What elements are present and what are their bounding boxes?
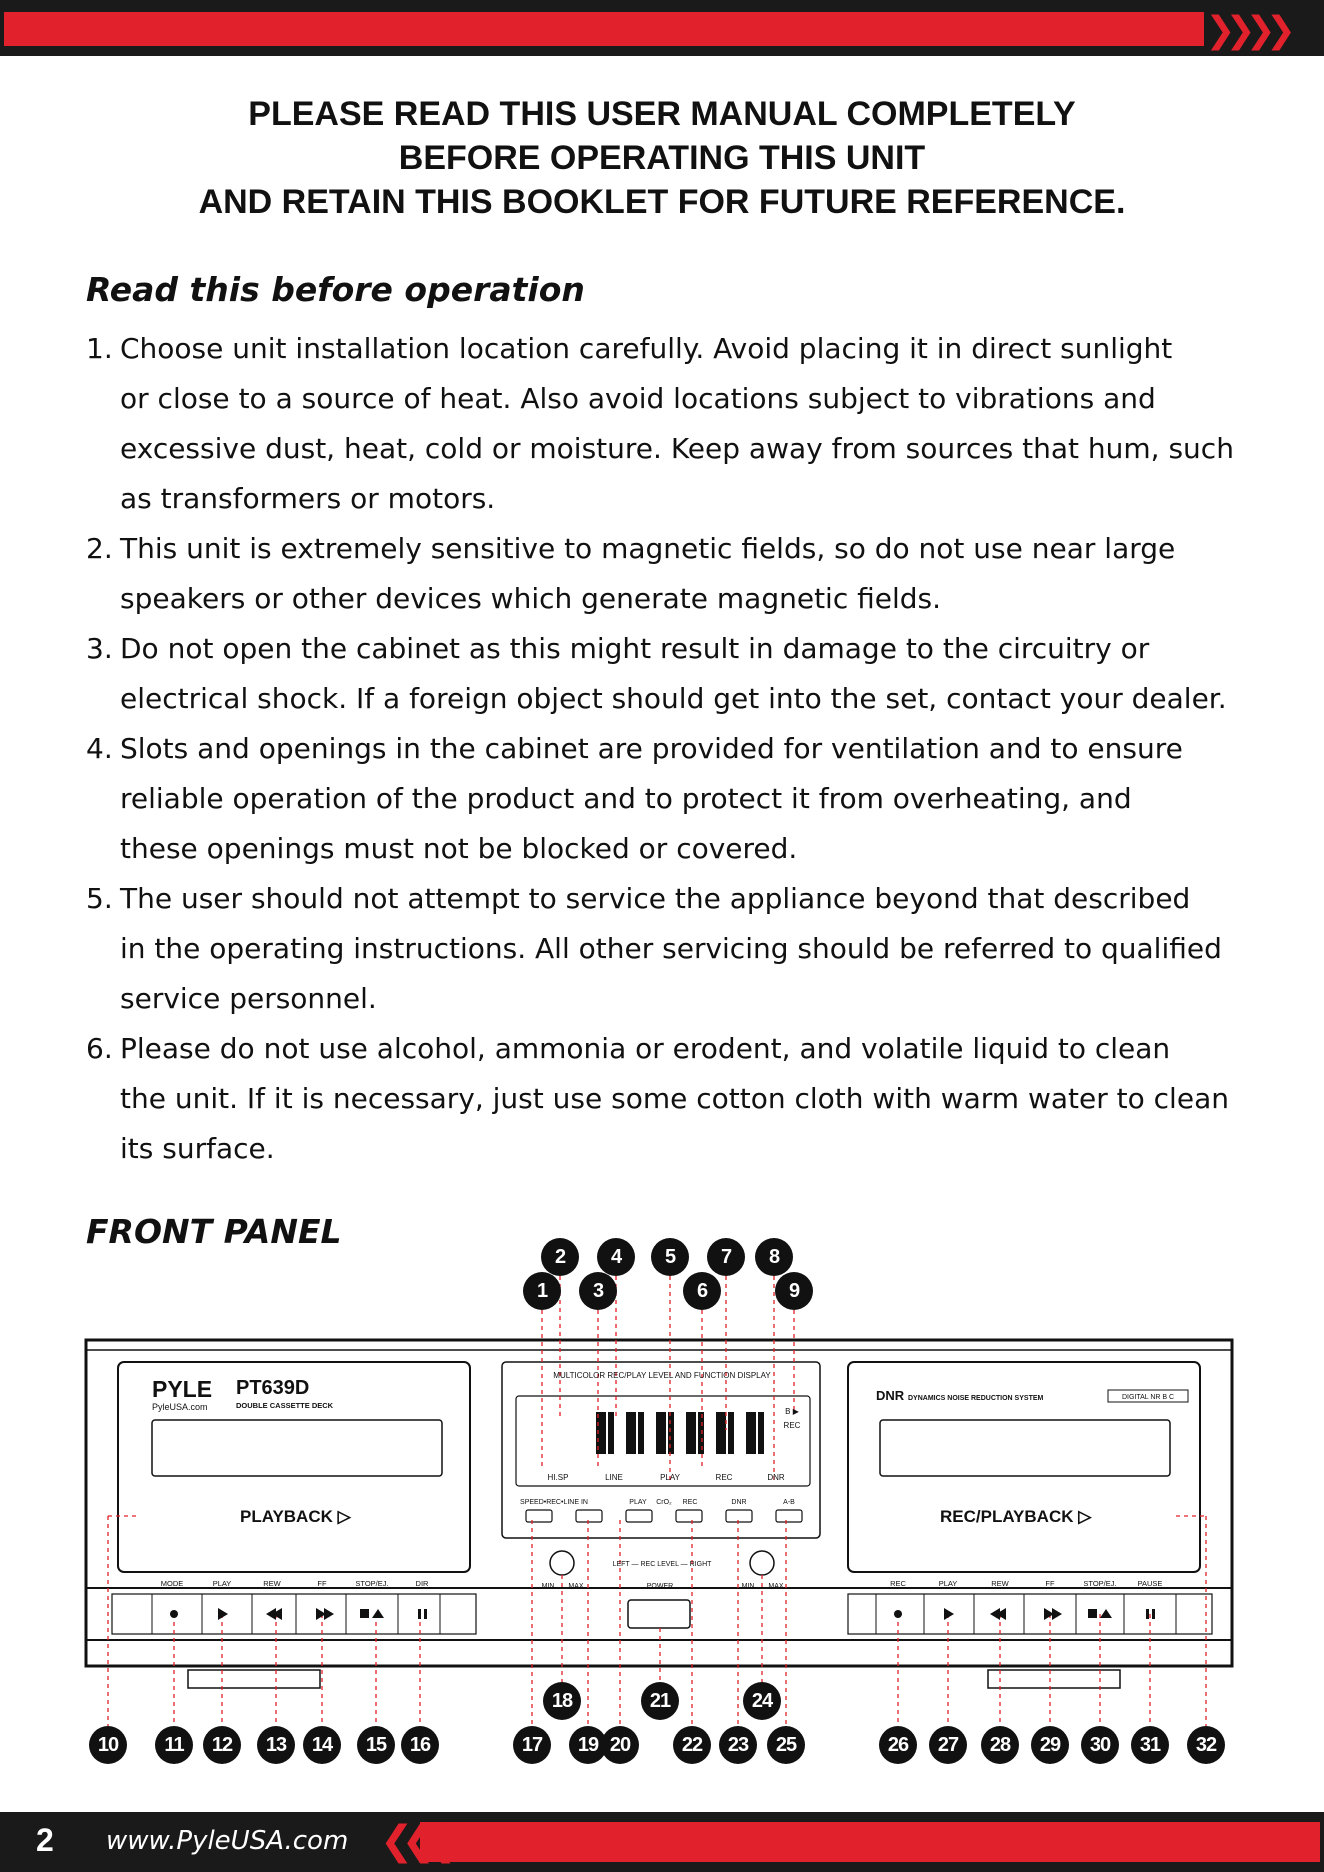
rec-mode-label: REC (682, 1499, 698, 1506)
right-level-knob[interactable] (750, 1551, 774, 1575)
left-level-knob[interactable] (550, 1551, 574, 1575)
callout-9: 9 (775, 1272, 813, 1310)
stop-ej-label: STOP/EJ. (1083, 1579, 1117, 1588)
callout-22: 22 (673, 1726, 711, 1764)
dnr-button[interactable] (726, 1510, 752, 1522)
display-label-dnr: DNR (767, 1473, 785, 1482)
play-label: PLAY (938, 1579, 958, 1588)
callout-32: 32 (1187, 1726, 1225, 1764)
power-label: POWER (646, 1583, 674, 1590)
callout-2: 2 (541, 1238, 579, 1276)
callout-12: 12 (203, 1726, 241, 1764)
item-line: as transformers or motors. (120, 482, 496, 515)
ff-label: FF (1045, 1579, 1055, 1588)
callout-6: 6 (683, 1272, 721, 1310)
callout-17: 17 (513, 1726, 551, 1764)
front-panel-title: FRONT PANEL (86, 1212, 342, 1251)
dnr-title: DNR (876, 1388, 905, 1403)
play-mode-label: PLAY (629, 1499, 647, 1506)
chevron-arrows-icon: ❮❮❮ (380, 1818, 445, 1864)
callout-31: 31 (1131, 1726, 1169, 1764)
brand-site: PyleUSA.com (152, 1402, 208, 1412)
display-label-line: LINE (605, 1473, 623, 1482)
speed-button[interactable] (526, 1510, 552, 1522)
power-button[interactable] (628, 1600, 690, 1628)
stop-eject-icon[interactable] (1088, 1609, 1097, 1618)
item-line: Do not open the cabinet as this might result in damage to the circuitry or (120, 632, 1150, 665)
callout-4: 4 (597, 1238, 635, 1276)
speed-rec-line-label: SPEED•REC•LINE IN (520, 1499, 588, 1506)
callout-18: 18 (543, 1682, 581, 1720)
item-line: these openings must not be blocked or covered. (120, 832, 798, 865)
callout-1: 1 (523, 1272, 561, 1310)
pause-icon[interactable] (418, 1609, 421, 1619)
rec-mode-button[interactable] (676, 1510, 702, 1522)
brand-logo: PYLE (152, 1376, 213, 1402)
callout-23: 23 (719, 1726, 757, 1764)
left-cassette-window (152, 1420, 442, 1476)
stop-eject-icon[interactable] (360, 1609, 369, 1618)
callout-5: 5 (651, 1238, 689, 1276)
display-title: MULTICOLOR REC/PLAY LEVEL AND FUNCTION DISPLAY (553, 1371, 771, 1380)
callout-24: 24 (743, 1682, 781, 1720)
warning-line: AND RETAIN THIS BOOKLET FOR FUTURE REFERENCE. (198, 183, 1126, 221)
record-icon[interactable] (170, 1610, 178, 1618)
item-line: Please do not use alcohol, ammonia or erodent, and volatile liquid to clean (120, 1032, 1171, 1065)
record-icon[interactable] (894, 1610, 902, 1618)
item-line: in the operating instructions. All other servicing should be referred to qualified (120, 932, 1222, 965)
stop-ej-label: STOP/EJ. (355, 1579, 389, 1588)
callout-26: 26 (879, 1726, 917, 1764)
dnr-badge: DIGITAL NR B C (1121, 1394, 1175, 1401)
rec-level-label: LEFT — REC LEVEL — RIGHT (612, 1561, 712, 1568)
callout-14: 14 (303, 1726, 341, 1764)
item-line: Choose unit installation location carefully. Avoid placing it in direct sunlight (120, 332, 1173, 365)
item-line: The user should not attempt to service the appliance beyond that described (120, 882, 1191, 915)
callout-8: 8 (755, 1238, 793, 1276)
left-door-label: PLAYBACK ▷ (240, 1507, 351, 1526)
ab-label: A-B (783, 1499, 795, 1506)
rec-label: REC (890, 1579, 906, 1588)
callout-29: 29 (1031, 1726, 1069, 1764)
callout-7: 7 (707, 1238, 745, 1276)
item-line: speakers or other devices which generate magnetic fields. (120, 582, 942, 615)
page-number: 2 (36, 1822, 54, 1858)
ab-button[interactable] (776, 1510, 802, 1522)
play-icon[interactable] (218, 1608, 228, 1620)
footer-url[interactable]: www.PyleUSA.com (106, 1826, 349, 1856)
callout-11: 11 (155, 1726, 193, 1764)
play-icon[interactable] (944, 1608, 954, 1620)
left-knob-min: MIN (541, 1583, 555, 1590)
callout-10: 10 (89, 1726, 127, 1764)
item-line: its surface. (120, 1132, 275, 1165)
mode-label: MODE (160, 1579, 184, 1588)
rew-label: REW (991, 1579, 1009, 1588)
left-knob-max: MAX (568, 1583, 584, 1590)
item-line: Slots and openings in the cabinet are provided for ventilation and to ensure (120, 732, 1183, 765)
item-number: 6. (86, 1032, 113, 1065)
display-label-hisp: HI.SP (547, 1473, 569, 1482)
callout-15: 15 (357, 1726, 395, 1764)
item-number: 2. (86, 532, 113, 565)
right-knob-min: MIN (741, 1583, 755, 1590)
callout-30: 30 (1081, 1726, 1119, 1764)
callout-25: 25 (767, 1726, 805, 1764)
display-label-rec: REC (715, 1473, 733, 1482)
dnr-label: DNR (731, 1499, 747, 1506)
item-line: or close to a source of heat. Also avoid locations subject to vibrations and (120, 382, 1156, 415)
play-label: PLAY (212, 1579, 232, 1588)
rec-indicator: REC (783, 1421, 801, 1430)
left-foot (188, 1670, 320, 1688)
right-cassette-window (880, 1420, 1170, 1476)
callout-20: 20 (601, 1726, 639, 1764)
display-label-play: PLAY (660, 1473, 680, 1482)
callout-13: 13 (257, 1726, 295, 1764)
item-number: 3. (86, 632, 113, 665)
model-subtitle: DOUBLE CASSETTE DECK (236, 1401, 334, 1410)
right-knob-max: MAX (768, 1583, 784, 1590)
ff-label: FF (317, 1579, 327, 1588)
callout-21: 21 (641, 1682, 679, 1720)
warning-line: BEFORE OPERATING THIS UNIT (398, 139, 926, 177)
item-number: 4. (86, 732, 113, 765)
callout-28: 28 (981, 1726, 1019, 1764)
item-line: excessive dust, heat, cold or moisture. Keep away from sources that hum, such (120, 432, 1234, 465)
dir-label: DIR (415, 1579, 429, 1588)
precautions-title: Read this before operation (86, 270, 585, 309)
callout-27: 27 (929, 1726, 967, 1764)
model-name: PT639D (236, 1377, 310, 1399)
dnr-subtitle: DYNAMICS NOISE REDUCTION SYSTEM (908, 1395, 1044, 1402)
line-in-button[interactable] (576, 1510, 602, 1522)
item-line: This unit is extremely sensitive to magnetic fields, so do not use near large (120, 532, 1176, 565)
ab-indicator: B ▶ (785, 1407, 799, 1416)
right-door-label: REC/PLAYBACK ▷ (940, 1507, 1092, 1526)
item-number: 1. (86, 332, 113, 365)
callout-19: 19 (569, 1726, 607, 1764)
pause-icon[interactable] (1146, 1609, 1149, 1619)
item-number: 5. (86, 882, 113, 915)
rew-label: REW (263, 1579, 281, 1588)
item-line: the unit. If it is necessary, just use some cotton cloth with warm water to clean (120, 1082, 1229, 1115)
cro2-button[interactable] (626, 1510, 652, 1522)
item-line: service personnel. (120, 982, 377, 1015)
deck-symbols (170, 1608, 1155, 1620)
item-line: reliable operation of the product and to protect it from overheating, and (120, 782, 1132, 815)
warning-line: PLEASE READ THIS USER MANUAL COMPLETELY (248, 95, 1076, 133)
item-line: electrical shock. If a foreign object should get into the set, contact your dealer. (120, 682, 1227, 715)
footer-stripe (420, 1822, 1320, 1862)
chevron-arrows-icon: ❯❯❯❯ (1205, 10, 1286, 51)
pause-label: PAUSE (1137, 1579, 1163, 1588)
callout-16: 16 (401, 1726, 439, 1764)
cro2-label: CrO₂ (656, 1499, 672, 1506)
callout-3: 3 (579, 1272, 617, 1310)
footer-bar (0, 1812, 1324, 1872)
